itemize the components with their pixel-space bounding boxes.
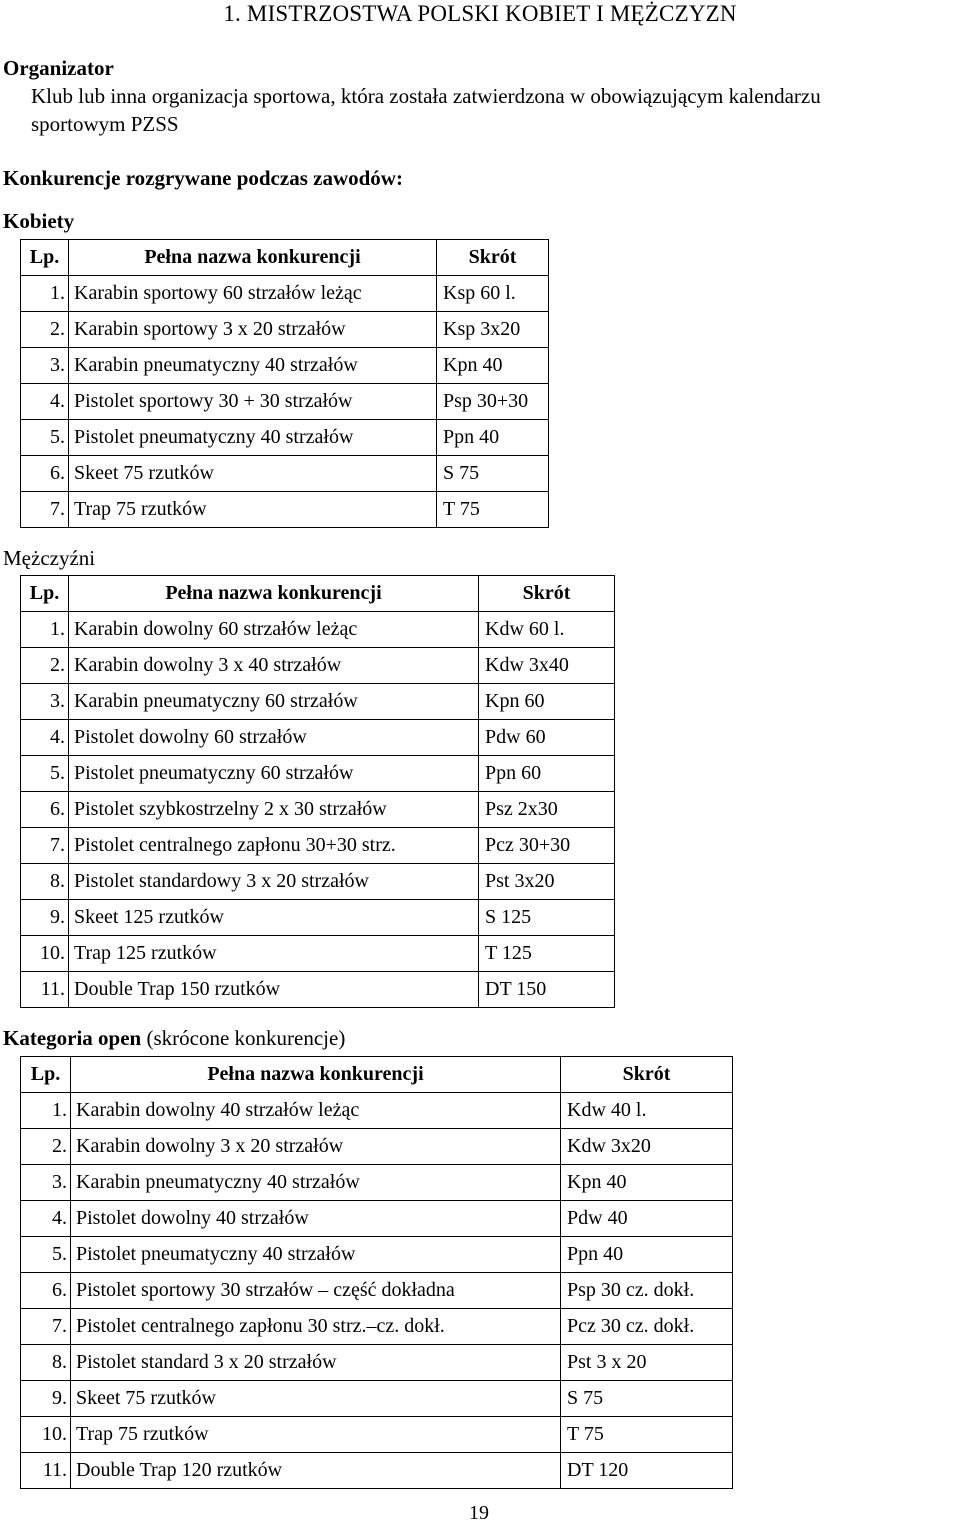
- table-row: [21, 348, 549, 384]
- row-name: Double Trap 150 rzutków: [69, 972, 479, 1008]
- table-row: [21, 384, 549, 420]
- competitions-heading: Konkurencje rozgrywane podczas zawodów:: [3, 166, 403, 190]
- row-short: Psp 30+30: [437, 384, 549, 420]
- table-header-row: [21, 1057, 733, 1093]
- row-name: Karabin dowolny 3 x 40 strzałów: [69, 648, 479, 684]
- row-lp: 1.: [21, 276, 69, 312]
- row-name: Karabin pneumatyczny 60 strzałów: [69, 684, 479, 720]
- header-short: Skrót: [437, 240, 549, 276]
- women-heading: Kobiety: [3, 209, 75, 233]
- row-short: S 75: [561, 1381, 733, 1417]
- row-short: Kdw 3x40: [479, 648, 615, 684]
- table-row: [21, 1129, 733, 1165]
- row-short: Psz 2x30: [479, 792, 615, 828]
- row-lp: 8.: [21, 1345, 71, 1381]
- table-row: [21, 1309, 733, 1345]
- row-name: Karabin sportowy 3 x 20 strzałów: [69, 312, 437, 348]
- table-header-row: [21, 576, 615, 612]
- header-name: Pełna nazwa konkurencji: [69, 576, 479, 612]
- table-row: [21, 720, 615, 756]
- table-row: [21, 276, 549, 312]
- page-title: 1. MISTRZOSTWA POLSKI KOBIET I MĘŻCZYZN: [223, 1, 737, 26]
- header-lp: Lp.: [21, 1057, 71, 1093]
- table-row: [21, 900, 615, 936]
- row-name: Skeet 125 rzutków: [69, 900, 479, 936]
- row-lp: 2.: [21, 312, 69, 348]
- row-short: Psp 30 cz. dokł.: [561, 1273, 733, 1309]
- open-heading-bold: Kategoria open: [3, 1026, 142, 1050]
- open-heading-rest: (skrócone konkurencje): [141, 1026, 346, 1050]
- table-row: [21, 612, 615, 648]
- row-name: Trap 75 rzutków: [69, 492, 437, 528]
- row-name: Karabin pneumatyczny 40 strzałów: [69, 348, 437, 384]
- row-name: Pistolet standardowy 3 x 20 strzałów: [69, 864, 479, 900]
- table-row: [21, 1417, 733, 1453]
- table-row: [21, 456, 549, 492]
- row-name: Pistolet sportowy 30 strzałów – część dokładna: [71, 1273, 561, 1309]
- row-name: Karabin sportowy 60 strzałów leżąc: [69, 276, 437, 312]
- row-short: DT 150: [479, 972, 615, 1008]
- row-short: Kpn 60: [479, 684, 615, 720]
- table-header-row: [21, 240, 549, 276]
- open-heading: [3, 1026, 345, 1051]
- row-name: Pistolet centralnego zapłonu 30+30 strz.: [69, 828, 479, 864]
- table-row: [21, 936, 615, 972]
- row-lp: 5.: [21, 1237, 71, 1273]
- row-lp: 3.: [21, 348, 69, 384]
- row-short: Kpn 40: [437, 348, 549, 384]
- row-lp: 2.: [21, 1129, 71, 1165]
- row-lp: 3.: [21, 1165, 71, 1201]
- row-short: Pst 3x20: [479, 864, 615, 900]
- header-name: Pełna nazwa konkurencji: [69, 240, 437, 276]
- row-short: Pst 3 x 20: [561, 1345, 733, 1381]
- table-row: [21, 972, 615, 1008]
- table-row: [21, 828, 615, 864]
- row-short: Ksp 3x20: [437, 312, 549, 348]
- table-row: [21, 792, 615, 828]
- men-heading: Mężczyźni: [3, 546, 96, 570]
- row-name: Karabin dowolny 60 strzałów leżąc: [69, 612, 479, 648]
- row-short: Ppn 60: [479, 756, 615, 792]
- table-row: [21, 1237, 733, 1273]
- table-row: [21, 1093, 733, 1129]
- row-lp: 11.: [21, 972, 69, 1008]
- table-row: [21, 1453, 733, 1489]
- row-lp: 7.: [21, 828, 69, 864]
- row-short: DT 120: [561, 1453, 733, 1489]
- table-row: [21, 864, 615, 900]
- table-row: [21, 420, 549, 456]
- row-short: T 125: [479, 936, 615, 972]
- men-table: [20, 575, 615, 1008]
- row-lp: 3.: [21, 684, 69, 720]
- header-lp: Lp.: [21, 240, 69, 276]
- row-name: Pistolet pneumatyczny 40 strzałów: [69, 420, 437, 456]
- row-name: Pistolet sportowy 30 + 30 strzałów: [69, 384, 437, 420]
- row-lp: 7.: [21, 492, 69, 528]
- row-short: T 75: [437, 492, 549, 528]
- organizer-line-1: Klub lub inna organizacja sportowa, która została zatwierdzona w obowiązującym kalendarzu: [31, 84, 821, 108]
- row-name: Pistolet szybkostrzelny 2 x 30 strzałów: [69, 792, 479, 828]
- row-lp: 11.: [21, 1453, 71, 1489]
- row-name: Pistolet centralnego zapłonu 30 strz.–cz. dokł.: [71, 1309, 561, 1345]
- organizer-line-2: sportowym PZSS: [31, 112, 179, 136]
- header-short: Skrót: [479, 576, 615, 612]
- page-number: 19: [469, 1502, 489, 1524]
- row-lp: 9.: [21, 900, 69, 936]
- row-lp: 2.: [21, 648, 69, 684]
- row-short: Ppn 40: [561, 1237, 733, 1273]
- row-name: Double Trap 120 rzutków: [71, 1453, 561, 1489]
- table-row: [21, 312, 549, 348]
- row-short: T 75: [561, 1417, 733, 1453]
- open-table: [20, 1056, 733, 1489]
- row-name: Pistolet pneumatyczny 60 strzałów: [69, 756, 479, 792]
- row-lp: 8.: [21, 864, 69, 900]
- row-short: S 125: [479, 900, 615, 936]
- row-lp: 5.: [21, 756, 69, 792]
- row-lp: 4.: [21, 1201, 71, 1237]
- row-lp: 7.: [21, 1309, 71, 1345]
- table-row: [21, 1165, 733, 1201]
- women-table: [20, 239, 549, 528]
- row-name: Pistolet pneumatyczny 40 strzałów: [71, 1237, 561, 1273]
- table-row: [21, 1201, 733, 1237]
- row-lp: 1.: [21, 1093, 71, 1129]
- row-name: Pistolet dowolny 40 strzałów: [71, 1201, 561, 1237]
- organizer-heading: Organizator: [3, 56, 114, 80]
- row-short: Kdw 60 l.: [479, 612, 615, 648]
- row-short: Kpn 40: [561, 1165, 733, 1201]
- row-name: Trap 75 rzutków: [71, 1417, 561, 1453]
- row-short: Pcz 30 cz. dokł.: [561, 1309, 733, 1345]
- header-short: Skrót: [561, 1057, 733, 1093]
- row-lp: 1.: [21, 612, 69, 648]
- row-short: Kdw 3x20: [561, 1129, 733, 1165]
- row-name: Skeet 75 rzutków: [71, 1381, 561, 1417]
- row-short: Pdw 60: [479, 720, 615, 756]
- table-row: [21, 756, 615, 792]
- row-name: Skeet 75 rzutków: [69, 456, 437, 492]
- table-row: [21, 1381, 733, 1417]
- row-short: Kdw 40 l.: [561, 1093, 733, 1129]
- row-lp: 4.: [21, 384, 69, 420]
- row-short: Ppn 40: [437, 420, 549, 456]
- table-row: [21, 1273, 733, 1309]
- row-short: Pcz 30+30: [479, 828, 615, 864]
- row-short: S 75: [437, 456, 549, 492]
- row-name: Pistolet standard 3 x 20 strzałów: [71, 1345, 561, 1381]
- header-lp: Lp.: [21, 576, 69, 612]
- table-row: [21, 492, 549, 528]
- row-lp: 10.: [21, 936, 69, 972]
- row-lp: 6.: [21, 456, 69, 492]
- table-row: [21, 684, 615, 720]
- row-lp: 4.: [21, 720, 69, 756]
- row-name: Karabin pneumatyczny 40 strzałów: [71, 1165, 561, 1201]
- row-name: Karabin dowolny 3 x 20 strzałów: [71, 1129, 561, 1165]
- row-name: Karabin dowolny 40 strzałów leżąc: [71, 1093, 561, 1129]
- table-row: [21, 1345, 733, 1381]
- row-name: Pistolet dowolny 60 strzałów: [69, 720, 479, 756]
- table-row: [21, 648, 615, 684]
- row-name: Trap 125 rzutków: [69, 936, 479, 972]
- row-lp: 5.: [21, 420, 69, 456]
- row-lp: 6.: [21, 1273, 71, 1309]
- row-lp: 10.: [21, 1417, 71, 1453]
- header-name: Pełna nazwa konkurencji: [71, 1057, 561, 1093]
- row-lp: 6.: [21, 792, 69, 828]
- row-short: Pdw 40: [561, 1201, 733, 1237]
- row-short: Ksp 60 l.: [437, 276, 549, 312]
- row-lp: 9.: [21, 1381, 71, 1417]
